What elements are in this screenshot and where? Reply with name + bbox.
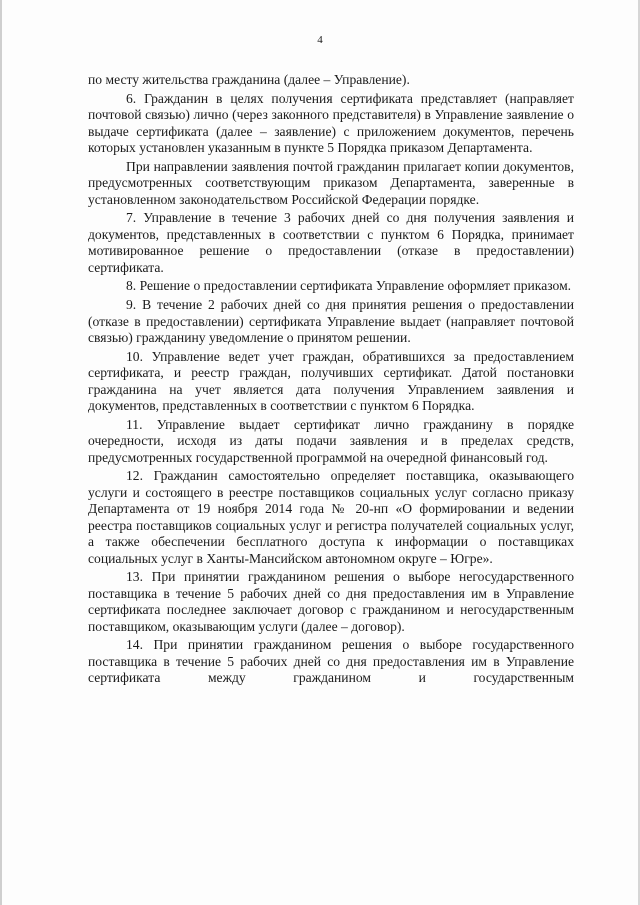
paragraph-continuation: по месту жительства гражданина (далее – Управление).: [88, 72, 410, 87]
paragraph-item-6: 6. Гражданин в целях получения сертификата представляет (направляет почтовой связью) лично (через законного представителя) в Управление заявление о выдаче сертификата (далее – заявление) с приложением документов, перечень которых установлен указанным в пункте 5 Порядка приказом Департамента.: [88, 90, 574, 156]
paragraph-item-11: 11. Управление выдает сертификат лично гражданину в порядке очередности, исходя из даты подачи заявления и в пределах средств, предусмотренных государственной программой на очередной финансовый год.: [88, 416, 574, 465]
paragraph-item-6-postal: При направлении заявления почтой гражданин прилагает копии документов, предусмотренных соответствующим приказом Департамента, заверенные в установленном законодательством Российской Федерации порядке.: [88, 158, 574, 207]
paragraph-item-14: 14. При принятии гражданином решения о выборе государственного поставщика в течение 5 рабочих дней со дня предоставления им в Управление сертификата между гражданином и государственным: [88, 637, 574, 686]
document-body: [88, 72, 574, 689]
paragraph-item-12: 12. Гражданин самостоятельно определяет поставщика, оказывающего услуги и состоящего в реестре поставщиков социальных услуг согласно приказу Департамента от 19 ноября 2014 года № 20-нп «О формировании и ведении реестра поставщиков социальных услуг и регистра получателей социальных услуг, а также обеспечении бесплатного доступа к информации о поставщиках социальных услуг в Ханты-Мансийском автономном округе – Югре».: [88, 468, 574, 566]
paragraph-item-9: 9. В течение 2 рабочих дней со дня принятия решения о предоставлении (отказе в предоставлении) сертификата Управление выдает (направляет почтовой связью) гражданину уведомление о принятом решении.: [88, 297, 574, 346]
paragraph-item-10: 10. Управление ведет учет граждан, обратившихся за предоставлением сертификата, и реестр граждан, получивших сертификат. Датой постановки гражданина на учет является дата получения Управлением заявления и документов, представленных в соответствии с пунктом 6 Порядка.: [88, 348, 574, 414]
paragraph-item-13: 13. При принятии гражданином решения о выборе негосударственного поставщика в течение 5 рабочих дней со дня предоставления им в Управление сертификата последнее заключает договор с гражданином и негосударственным поставщиком, оказывающим услуги (далее – договор).: [88, 569, 574, 634]
paragraph-item-7: 7. Управление в течение 3 рабочих дней со дня получения заявления и документов, представленных в соответствии с пунктом 6 Порядка, принимает мотивированное решение о предоставлении (отказе в предоставлении) сертификата.: [88, 210, 574, 275]
page-number: 4: [317, 34, 323, 46]
paragraph-item-8: 8. Решение о предоставлении сертификата Управление оформляет приказом.: [126, 278, 572, 294]
